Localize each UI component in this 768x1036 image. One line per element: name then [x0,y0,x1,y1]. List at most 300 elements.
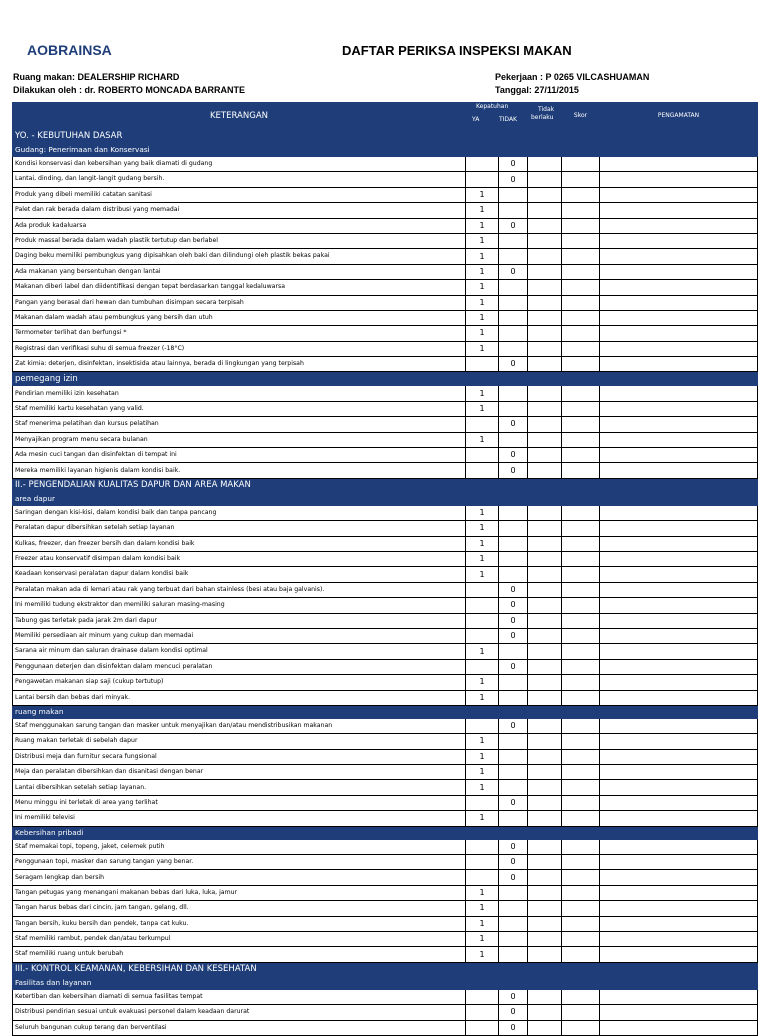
no-cell: 0 [499,795,528,810]
not-applicable-label-1: Tidak [538,106,555,113]
not-applicable-cell [528,417,562,432]
item-description: Tangan petugas yang menangani makanan bebas dari luka, luka, jamur [13,885,466,900]
checklist-row [13,839,758,854]
item-description: Lantai bersih dan bebas dari minyak. [13,690,466,705]
checklist-row [13,536,758,551]
observation-cell [600,187,758,202]
not-applicable-cell [528,749,562,764]
not-applicable-cell [528,567,562,582]
score-cell [562,690,600,705]
yes-cell: 1 [466,218,499,233]
yes-cell [466,172,499,187]
compliance-header [466,103,528,130]
yes-cell: 1 [466,885,499,900]
yes-cell: 1 [466,811,499,826]
no-cell [499,690,528,705]
no-cell: 0 [499,718,528,733]
yes-cell: 1 [466,551,499,566]
not-applicable-cell [528,644,562,659]
not-applicable-cell [528,280,562,295]
observation-cell [600,280,758,295]
checklist-row [13,295,758,310]
yes-cell [466,870,499,885]
not-applicable-label-2: berlaku [531,114,554,121]
no-cell: 0 [499,855,528,870]
score-cell [562,839,600,854]
checklist-row [13,613,758,628]
score-cell [562,885,600,900]
observation-cell [600,432,758,447]
checklist-row [13,463,758,478]
checklist-row [13,916,758,931]
document-title: DAFTAR PERIKSA INSPEKSI MAKAN [342,43,572,58]
no-cell [499,675,528,690]
observation-cell [600,264,758,279]
observation-cell [600,172,758,187]
not-applicable-cell [528,811,562,826]
item-description: Staf menerima pelatihan dan kursus pelatihan [13,417,466,432]
item-description: Ketertiban dan kebersihan diamati di semua fasilitas tempat [13,989,466,1004]
yes-cell: 1 [466,734,499,749]
no-cell: 0 [499,598,528,613]
score-cell [562,901,600,916]
checklist-row [13,718,758,733]
no-cell: 0 [499,989,528,1004]
item-description: Makanan dalam wadah atau pembungkus yang bersih dan utuh [13,310,466,325]
score-cell [562,218,600,233]
observation-cell [600,295,758,310]
observation-cell [600,567,758,582]
not-applicable-cell [528,233,562,248]
item-description: Ini memiliki tudung ekstraktor dan memiliki saluran masing-masing [13,598,466,613]
score-cell [562,765,600,780]
no-cell [499,295,528,310]
section-title: pemegang izin [13,372,758,386]
yes-cell: 1 [466,264,499,279]
yes-cell: 1 [466,203,499,218]
no-cell: 0 [499,659,528,674]
section-title: YO. - KEBUTUHAN DASAR [13,130,758,144]
observation-cell [600,916,758,931]
item-description: Seragam lengkap dan bersih [13,870,466,885]
not-applicable-cell [528,249,562,264]
observation-cell [600,157,758,172]
no-cell [499,931,528,946]
item-description: Daging beku memiliki pembungkus yang dipisahkan oleh baki dan dilindungi oleh plastik bekas pakai [13,249,466,264]
yes-cell: 1 [466,780,499,795]
not-applicable-cell [528,613,562,628]
yes-cell [466,1020,499,1035]
score-cell [562,536,600,551]
no-cell [499,233,528,248]
not-applicable-cell [528,536,562,551]
not-applicable-cell [528,690,562,705]
subsection-title: Fasilitas dan layanan [13,976,758,989]
score-cell [562,644,600,659]
item-description: Ini memiliki televisi [13,811,466,826]
no-cell: 0 [499,157,528,172]
observation-cell [600,551,758,566]
subsection-header-row [13,492,758,505]
subsection-title: area dapur [13,492,758,505]
checklist-row [13,931,758,946]
no-cell [499,386,528,401]
score-cell [562,448,600,463]
score-cell [562,567,600,582]
score-cell [562,521,600,536]
yes-header: YA [472,116,480,123]
checklist-row [13,1020,758,1035]
score-cell [562,295,600,310]
yes-cell [466,598,499,613]
no-cell [499,203,528,218]
no-cell: 0 [499,264,528,279]
item-description: Staf menggunakan sarung tangan dan masker untuk menyajikan dan/atau mendistribusikan makanan [13,718,466,733]
item-description: Peralatan makan ada di lemari atau rak yang terbuat dari bahan stainless (besi atau baja galvanis). [13,582,466,597]
section-header-row [13,478,758,492]
description-header: KETERANGAN [13,103,466,130]
checklist-row [13,885,758,900]
no-cell: 0 [499,870,528,885]
not-applicable-cell [528,989,562,1004]
item-description: Kondisi konservasi dan kebersihan yang baik diamati di gudang [13,157,466,172]
observation-cell [600,870,758,885]
checklist-row [13,310,758,325]
observation-cell [600,628,758,643]
score-cell [562,203,600,218]
score-cell [562,855,600,870]
no-cell [499,916,528,931]
observation-cell [600,839,758,854]
no-cell [499,187,528,202]
score-cell [562,280,600,295]
yes-cell: 1 [466,901,499,916]
subsection-header-row [13,705,758,718]
section-title: II.- PENGENDALIAN KUALITAS DAPUR DAN AREA MAKAN [13,478,758,492]
checklist-row [13,401,758,416]
no-cell: 0 [499,1020,528,1035]
not-applicable-cell [528,432,562,447]
subsection-title: Kebersihan pribadi [13,826,758,839]
not-applicable-cell [528,386,562,401]
score-cell [562,249,600,264]
score-cell [562,417,600,432]
checklist-row [13,249,758,264]
score-cell [562,749,600,764]
not-applicable-cell [528,885,562,900]
yes-cell: 1 [466,249,499,264]
no-cell [499,432,528,447]
score-cell [562,598,600,613]
yes-cell: 1 [466,567,499,582]
score-cell [562,870,600,885]
yes-cell: 1 [466,280,499,295]
checklist-row [13,1005,758,1020]
checklist-row [13,187,758,202]
observations-header: PENGAMATAN [600,103,758,130]
score-cell [562,551,600,566]
observation-cell [600,249,758,264]
no-cell [499,536,528,551]
item-description: Staf memiliki ruang untuk berubah [13,947,466,962]
observation-cell [600,690,758,705]
yes-cell: 1 [466,187,499,202]
no-header: TIDAK [499,116,517,123]
item-description: Tangan bersih, kuku bersih dan pendek, tanpa cat kuku. [13,916,466,931]
checklist-row [13,855,758,870]
score-cell [562,187,600,202]
item-description: Kulkas, freezer, dan freezer bersih dan dalam kondisi baik [13,536,466,551]
yes-cell [466,417,499,432]
checklist-row [13,582,758,597]
no-cell: 0 [499,218,528,233]
yes-cell [466,357,499,372]
checklist-row [13,357,758,372]
no-cell: 0 [499,1005,528,1020]
item-description: Freezer atau konservatif disimpan dalam kondisi baik [13,551,466,566]
checklist-row [13,386,758,401]
observation-cell [600,401,758,416]
observation-cell [600,749,758,764]
not-applicable-cell [528,218,562,233]
observation-cell [600,734,758,749]
item-description: Peralatan dapur dibersihkan setelah setiap layanan [13,521,466,536]
no-cell: 0 [499,463,528,478]
yes-cell: 1 [466,386,499,401]
no-cell: 0 [499,172,528,187]
not-applicable-cell [528,448,562,463]
no-cell [499,280,528,295]
not-applicable-cell [528,734,562,749]
observation-cell [600,357,758,372]
subsection-title: ruang makan [13,705,758,718]
subsection-header-row [13,976,758,989]
checklist-row [13,749,758,764]
item-description: Saringan dengan kisi-kisi, dalam kondisi baik dan tanpa pancang [13,505,466,520]
observation-cell [600,417,758,432]
no-cell: 0 [499,628,528,643]
observation-cell [600,811,758,826]
performed-by-info: Dilakukan oleh : dr. ROBERTO MONCADA BARRANTE [13,85,246,95]
observation-cell [600,505,758,520]
observation-cell [600,613,758,628]
observation-cell [600,1020,758,1035]
not-applicable-header [528,103,562,130]
no-cell: 0 [499,839,528,854]
observation-cell [600,901,758,916]
observation-cell [600,659,758,674]
not-applicable-cell [528,765,562,780]
section-header-row [13,130,758,144]
score-cell [562,1020,600,1035]
not-applicable-cell [528,505,562,520]
not-applicable-cell [528,295,562,310]
no-cell [499,310,528,325]
item-description: Ada mesin cuci tangan dan disinfektan di tempat ini [13,448,466,463]
yes-cell [466,659,499,674]
not-applicable-cell [528,795,562,810]
no-cell [499,341,528,356]
checklist-row [13,811,758,826]
not-applicable-cell [528,310,562,325]
not-applicable-cell [528,718,562,733]
observation-cell [600,675,758,690]
not-applicable-cell [528,916,562,931]
yes-cell: 1 [466,521,499,536]
observation-cell [600,463,758,478]
yes-cell: 1 [466,505,499,520]
not-applicable-cell [528,901,562,916]
no-cell [499,885,528,900]
not-applicable-cell [528,870,562,885]
checklist-row [13,659,758,674]
item-description: Sarana air minum dan saluran drainase dalam kondisi optimal [13,644,466,659]
checklist-row [13,690,758,705]
checklist-row [13,172,758,187]
score-cell [562,386,600,401]
score-cell [562,931,600,946]
not-applicable-cell [528,551,562,566]
no-cell [499,734,528,749]
score-cell [562,734,600,749]
checklist-row [13,233,758,248]
subsection-title: Gudang: Penerimaan dan Konservasi [13,144,758,157]
score-cell [562,718,600,733]
observation-cell [600,718,758,733]
observation-cell [600,644,758,659]
not-applicable-cell [528,341,562,356]
yes-cell [466,989,499,1004]
yes-cell: 1 [466,233,499,248]
yes-cell [466,582,499,597]
company-logo: AOBRAINSA [27,42,112,58]
checklist-row [13,521,758,536]
checklist-row [13,598,758,613]
score-cell [562,463,600,478]
score-cell [562,310,600,325]
item-description: Staf memiliki rambut, pendek dan/atau terkumpul [13,931,466,946]
observation-cell [600,448,758,463]
not-applicable-cell [528,582,562,597]
checklist-row [13,644,758,659]
score-cell [562,157,600,172]
score-header: Skor [562,103,600,130]
yes-cell [466,448,499,463]
yes-cell: 1 [466,295,499,310]
not-applicable-cell [528,947,562,962]
observation-cell [600,386,758,401]
score-cell [562,233,600,248]
score-cell [562,264,600,279]
checklist-row [13,432,758,447]
score-cell [562,172,600,187]
item-description: Seluruh bangunan cukup terang dan berventilasi [13,1020,466,1035]
inspection-checklist-table [12,102,758,1036]
score-cell [562,401,600,416]
compliance-label: Kepatuhan [476,103,509,110]
yes-cell [466,463,499,478]
no-cell: 0 [499,417,528,432]
no-cell: 0 [499,357,528,372]
no-cell [499,249,528,264]
item-description: Pendirian memiliki izin kesehatan [13,386,466,401]
yes-cell: 1 [466,947,499,962]
checklist-row [13,795,758,810]
yes-cell: 1 [466,326,499,341]
item-description: Memiliki persediaan air minum yang cukup dan memadai [13,628,466,643]
yes-cell: 1 [466,341,499,356]
date-info: Tanggal: 27/11/2015 [495,85,579,95]
not-applicable-cell [528,157,562,172]
score-cell [562,795,600,810]
not-applicable-cell [528,521,562,536]
not-applicable-cell [528,659,562,674]
no-cell [499,521,528,536]
checklist-row [13,901,758,916]
score-cell [562,505,600,520]
item-description: Zat kimia: deterjen, disinfektan, insektisida atau lainnya, berada di lingkungan yang terpisah [13,357,466,372]
yes-cell: 1 [466,765,499,780]
checklist-row [13,264,758,279]
yes-cell: 1 [466,432,499,447]
not-applicable-cell [528,931,562,946]
item-description: Menyajikan program menu secara bulanan [13,432,466,447]
observation-cell [600,1005,758,1020]
score-cell [562,432,600,447]
yes-cell: 1 [466,749,499,764]
yes-cell: 1 [466,644,499,659]
no-cell [499,765,528,780]
yes-cell: 1 [466,931,499,946]
not-applicable-cell [528,628,562,643]
item-description: Penggunaan topi, masker dan sarung tangan yang benar. [13,855,466,870]
item-description: Distribusi meja dan furnitur secara fungsional [13,749,466,764]
no-cell [499,901,528,916]
checklist-row [13,551,758,566]
score-cell [562,989,600,1004]
no-cell [499,401,528,416]
yes-cell: 1 [466,916,499,931]
item-description: Ruang makan terletak di sebelah dapur [13,734,466,749]
checklist-row [13,203,758,218]
job-info: Pekerjaan : P 0265 VILCASHUAMAN [495,72,650,82]
observation-cell [600,598,758,613]
observation-cell [600,582,758,597]
not-applicable-cell [528,187,562,202]
item-description: Palet dan rak berada dalam distribusi yang memadai [13,203,466,218]
score-cell [562,675,600,690]
checklist-row [13,326,758,341]
no-cell [499,567,528,582]
not-applicable-cell [528,780,562,795]
yes-cell: 1 [466,401,499,416]
yes-cell [466,795,499,810]
no-cell [499,749,528,764]
yes-cell [466,1005,499,1020]
yes-cell: 1 [466,690,499,705]
observation-cell [600,233,758,248]
not-applicable-cell [528,839,562,854]
observation-cell [600,765,758,780]
dining-room-info: Ruang makan: DEALERSHIP RICHARD [13,72,180,82]
not-applicable-cell [528,1005,562,1020]
item-description: Distribusi pendirian sesuai untuk evakuasi personel dalam keadaan darurat [13,1005,466,1020]
observation-cell [600,989,758,1004]
score-cell [562,628,600,643]
checklist-row [13,734,758,749]
item-description: Registrasi dan verifikasi suhu di semua freezer (-18°C) [13,341,466,356]
not-applicable-cell [528,675,562,690]
